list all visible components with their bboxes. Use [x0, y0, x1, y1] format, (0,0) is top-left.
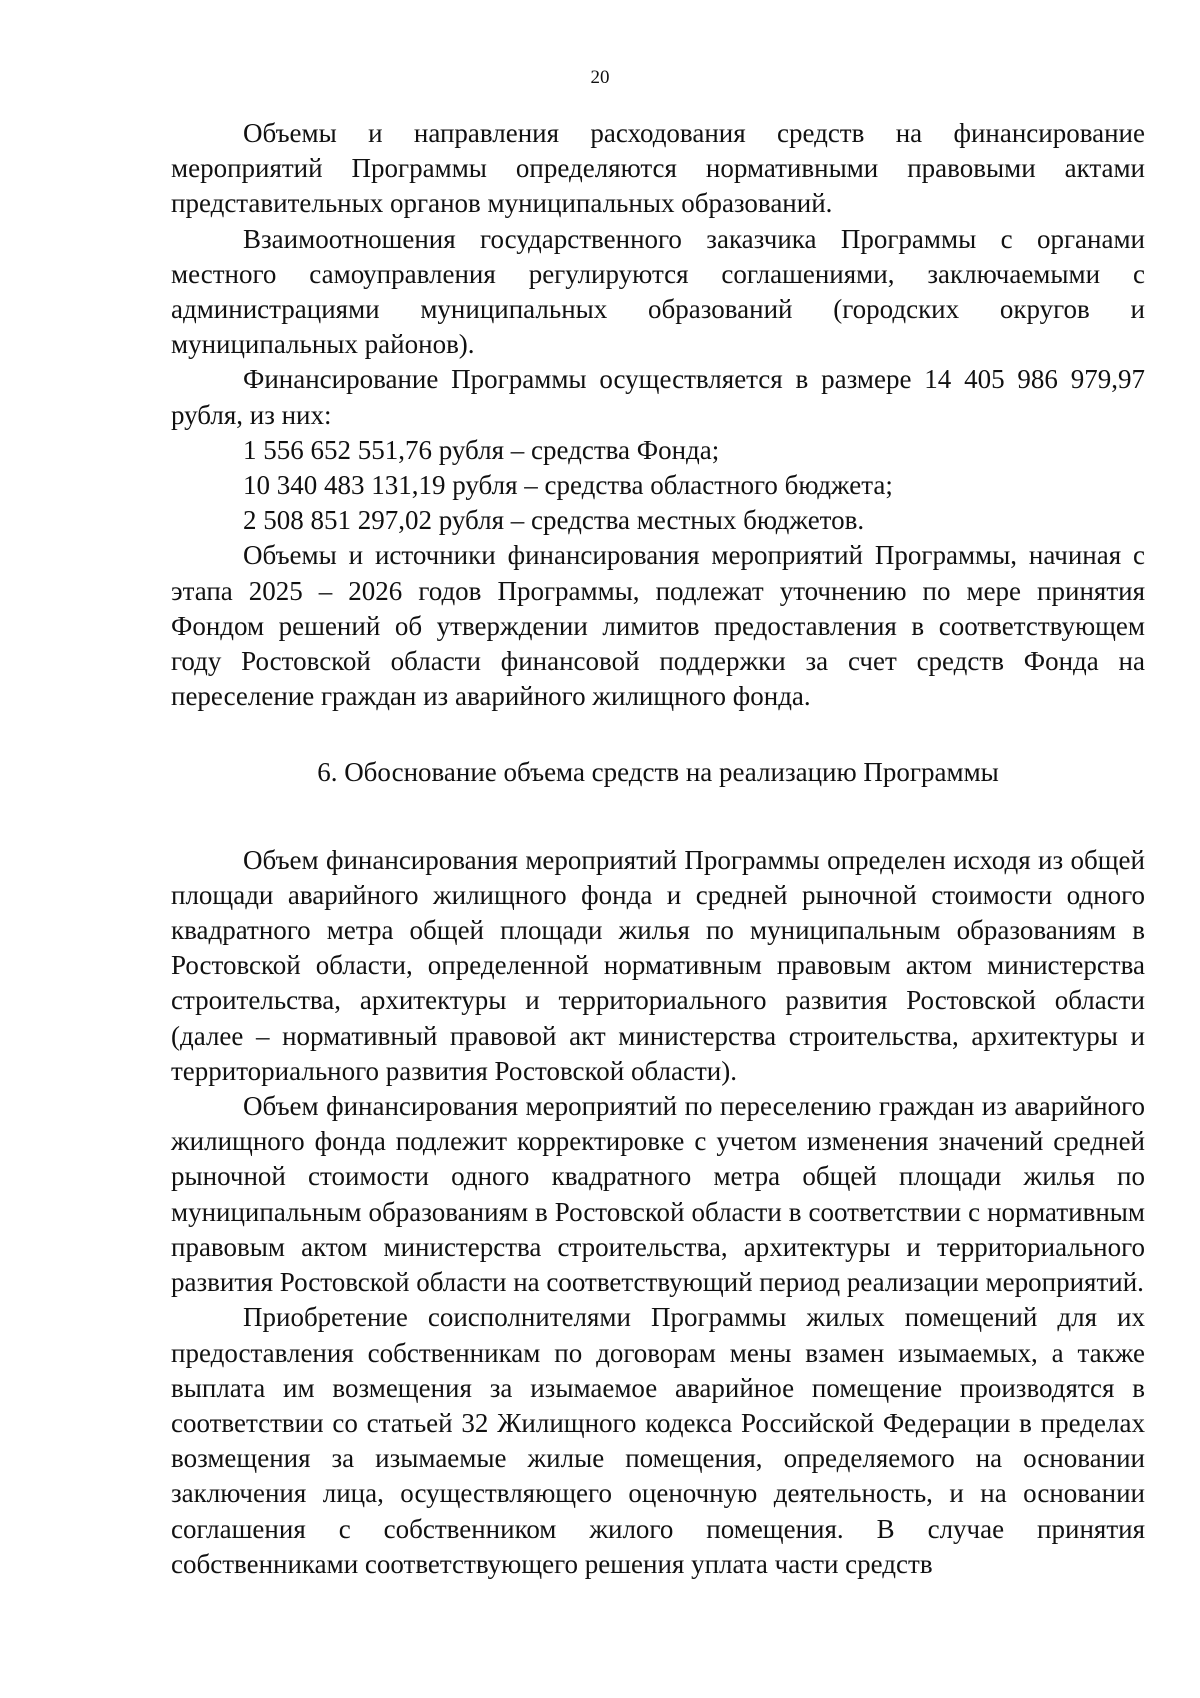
- document-body: [171, 116, 1145, 1582]
- paragraph-housing-acquisition: Приобретение соисполнителями Программы жилых помещений для их предоставления собственникам по договорам мены взамен изымаемых, а также выплата им возмещения за изымаемое аварийное помещение производятся в соответствии со статьей 32 Жилищного кодекса Российской Федерации в пределах возмещения за изымаемые жилые помещения, определяемого на основании заключения лица, осуществляющего оценочную деятельность, и на основании соглашения с собственником жилого помещения. В случае принятия собственниками соответствующего решения уплата части средств: [171, 1302, 1145, 1579]
- paragraph-financing-basis: Объем финансирования мероприятий Программы определен исходя из общей площади аварийного жилищного фонда и средней рыночной стоимости одного квадратного метра общей площади жилья по муниципальным образованиям в Ростовской области, определенной нормативным правовым актом министерства строительства, архитектуры и территориального развития Ростовской области (далее – нормативный правовой акт министерства строительства, архитектуры и территориального развития Ростовской области).: [171, 844, 1145, 1086]
- paragraph-financing-total: Финансирование Программы осуществляется в размере 14 405 986 979,97 рубля, из них:: [171, 364, 1145, 430]
- page-number: 20: [590, 67, 610, 88]
- financing-item-regional-budget: 10 340 483 131,19 рубля – средства областного бюджета;: [243, 470, 893, 501]
- section-heading: 6. Обоснование объема средств на реализацию Программы: [317, 757, 999, 788]
- financing-item-fund: 1 556 652 551,76 рубля – средства Фонда;: [243, 434, 720, 465]
- paragraph-financing-adjustment: Объем финансирования мероприятий по переселению граждан из аварийного жилищного фонда подлежит корректировке с учетом изменения значений средней рыночной стоимости одного квадратного метра общей площади жилья по муниципальным образованиям в Ростовской области в соответствии с нормативным правовым актом министерства строительства, архитектуры и территориального развития Ростовской области на соответствующий период реализации мероприятий.: [171, 1091, 1145, 1298]
- financing-item-local-budgets: 2 508 851 297,02 рубля – средства местных бюджетов.: [243, 505, 865, 536]
- paragraph-interaction-with-municipalities: Взаимоотношения государственного заказчика Программы с органами местного самоуправления регулируются соглашениями, заключаемыми с администрациями муниципальных образований (городских округов и муниципальных районов).: [171, 223, 1145, 360]
- paragraph-financing-clarification: Объемы и источники финансирования мероприятий Программы, начиная с этапа 2025 – 2026 годов Программы, подлежат уточнению по мере принятия Фондом решений об утверждении лимитов предоставления в соответствующем году Ростовской области финансовой поддержки за счет средств Фонда на переселение граждан из аварийного жилищного фонда.: [171, 540, 1145, 712]
- paragraph-expenditure-directions: Объемы и направления расходования средств на финансирование мероприятий Программы определяются нормативными правовыми актами представительных органов муниципальных образований.: [171, 118, 1145, 219]
